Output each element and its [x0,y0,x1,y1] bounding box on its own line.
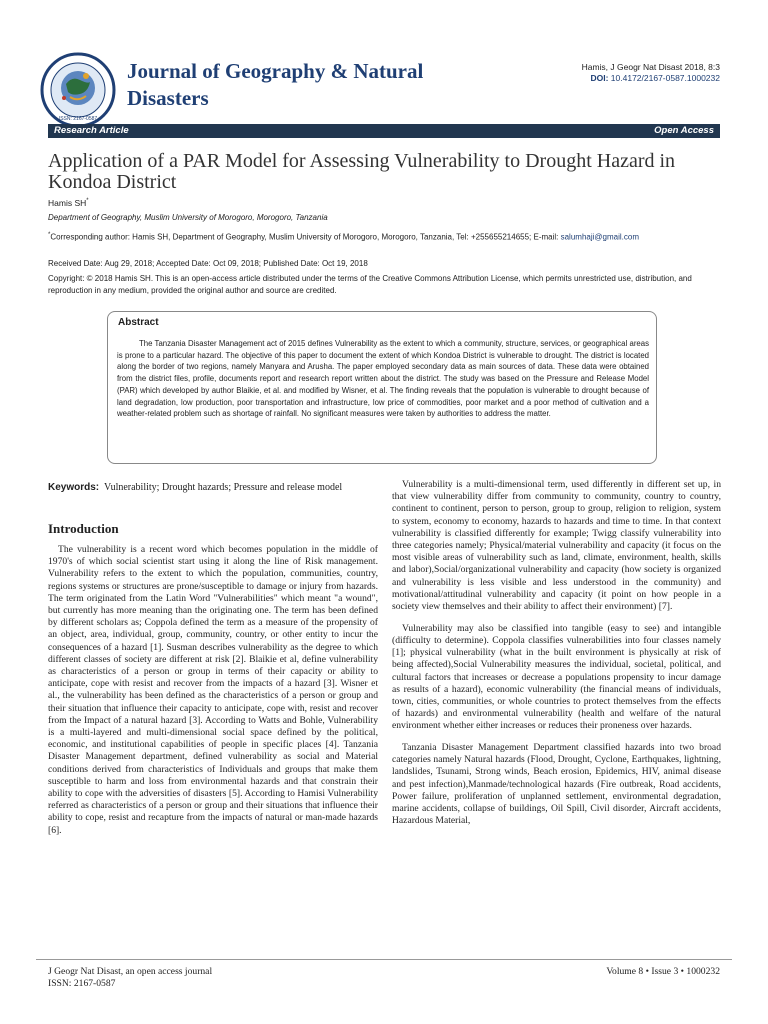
article-title: Application of a PAR Model for Assessing Vulnerability to Drought Hazard in Kondoa District [48,150,676,193]
paragraph: Tanzania Disaster Management Department classified hazards into two broad categories namely Natural hazards (Flood, Drought, Cyclone, Earthquakes, lightning, landslides, Tsunami, Strong winds, Beach erosion, Epidemics, HIV, animal disease and pest infection),Manmade/technological hazards (Fire outbreak, Road accidents, Power failure, proliferation of unplanned settlement, environmental degradation, marine accidents, collapse of buildings, Oil Spill, Civil disorder, Aircraft accidents, Hazardous Material, [392,742,721,827]
abstract-text: The Tanzania Disaster Management act of 2015 defines Vulnerability as the extent to which a community, structure, services, or geographical areas is prone to a particular hazard. The objective of this paper to document the extent of which Kondoa District is vulnerable to drought. The district is located along the border of two regions, namely Manyara and Arusha. The paper employed secondary data as main sources of data. These data were obtained from the district files, profile, documents report and research report written about the district. The study was based on the Pressure and Release Model (PAR) which developed by author Blaikie, et al. and modified by Wisner, et al. The finding reveals that the population is vulnerable to drought because of land degradation, low production, poor transportation and infrastructure, low price of commodities, poor market and a poor method of cultivation and a weather-related problem such as shortage of rainfall. No significant measures were taken by authorities to address the matter. [117,339,649,419]
journal-name: Journal of Geography & Natural Disasters [127,59,424,110]
doi-link[interactable]: 10.4172/2167-0587.1000232 [610,73,720,83]
keywords-text: Vulnerability; Drought hazards; Pressure and release model [103,482,343,493]
logo-issn: ISSN: 2167-0587 [58,116,98,122]
author-line [48,198,89,208]
article-dates: Received Date: Aug 29, 2018; Accepted Date: Oct 09, 2018; Published Date: Oct 19, 2018 [48,259,368,268]
doi-line [582,73,720,84]
footer-journal [48,966,212,990]
article-type-banner [48,124,720,138]
corresponding-author [48,229,720,244]
column-left [48,544,378,846]
column-right [392,479,721,837]
article-type: Research Article [54,125,129,136]
footer-journal-line: J Geogr Nat Disast, an open access journal [48,966,213,977]
footer-volume: Volume 8 • Issue 3 • 1000232 [606,966,720,977]
introduction-heading: Introduction [48,521,119,536]
keywords-label: Keywords: [48,482,100,493]
affiliation: Department of Geography, Muslim University of Morogoro, Morogoro, Tanzania [48,213,328,222]
paragraph: The vulnerability is a recent word which becomes population in the middle of 1970's of which social scientist start using it along the line of Risk management. Vulnerability refers to the extent to which the population, communities, country, regions systems or structures are prone/susceptible to damage or injury from hazards. The term originated from the Latin Word "Vulnerabilities" which meant "a wound", but currently has more meaning than the originating one. The term has been defined by different scholars as; Coppola defined the term as a measure of the propensity of an object, area, individual, group, community, country, or other entity to incur the consequences of a hazard [1]. Susman describes vulnerability as the degree to which different classes of society are different at risk [2]. Blaikie et al, define vulnerability as characteristics of a person or group in terms of their capacity or ability to anticipate, cope with resist and recover from the impacts of a hazard [3]. Wisner et al., the vulnerability has been defined as the characteristics of a person or group and their situation that influence their capacity to anticipate, cope with, resist and recover from the Impact of a natural hazard [3]. According to Watts and Bohle, Vulnerability is a multi-layered and multi-dimensional social space defined by the political, economic, and institutional capabilities of people in specific places [4]. Tanzania Disaster Management department, defined vulnerability as social and Material conditions derived from characteristics of Individuals and groups that make them susceptible to harm and loss from environmental hazards and that constrain their ability to cope with the adversities of disasters [5]. According to Hamisi Vulnerability referred as characteristics of a person or group and their situations that influence their ability to cope, resist and recapture from the impacts of natural or man-made hazards [6]. [48,544,378,836]
paragraph: Vulnerability is a multi-dimensional term, used differently in different set up, in that view vulnerability differ from community to community, country to country, continent to continent, person to person, group to group, religion to religion, system to system, economy to economy, hazards to hazards and time to time. In that context vulnerability is classified differently for example; Twigg classify vulnerability into three categories namely; Physical/material vulnerability and capacity (it focus on the most visible areas of vulnerability such as land, climate, environment, health, skills and labor),Social/organizational vulnerability and capacity (how society is organized and vulnerability is less visible and less understood in the community) and motivational/attitudinal vulnerability and capacity (it point on how people in a society view themselves and their ability to affect their environment) [7]. [392,479,721,613]
doi-label: DOI: [590,73,609,83]
footer-divider [36,959,732,960]
author-mark: * [86,198,89,205]
abstract-box [107,311,657,464]
keywords [48,481,378,494]
corresponding-mark: * [48,232,51,238]
author-name: Hamis SH [48,198,87,208]
open-access-label: Open Access [654,125,714,136]
footer-issn: ISSN: 2167-0587 [48,978,116,989]
paragraph: Vulnerability may also be classified into tangible (easy to see) and intangible (difficulty to determine). Coppola classifies vulnerabilities into four classes namely [1]; physical vulnerability (what in the built environment is physically at risk of being affected),Social Vulnerability measures the individual, societal, political, and cultural factors that increases or decrease a populations propensity to incur damage as results of a hazard), economic vulnerability (the financial means of individuals, town, cities, communities, or whole countries to protect themselves from the effects of hazards) and environmental vulnerability (health and welfare of the natural environment whether either increases or reduces their proneness over hazards. [392,622,721,732]
email-link[interactable]: salumhaji@gmail.com [560,232,639,242]
corresponding-text: Corresponding author: Hamis SH, Department of Geography, Muslim University of Morogoro, Morogoro, Tanzania, Tel: +255655214655; E-mail: [50,232,559,242]
copyright: Copyright: © 2018 Hamis SH. This is an open-access article distributed under the terms of the Creative Commons Attribution License, which permits unrestricted use, distribution, and reproduction in any medium, provided the original author and source are credited. [48,274,692,295]
citation-block [582,62,720,84]
abstract-heading: Abstract [118,317,159,328]
citation: Hamis, J Geogr Nat Disast 2018, 8:3 [581,62,720,72]
journal-logo [40,52,116,128]
